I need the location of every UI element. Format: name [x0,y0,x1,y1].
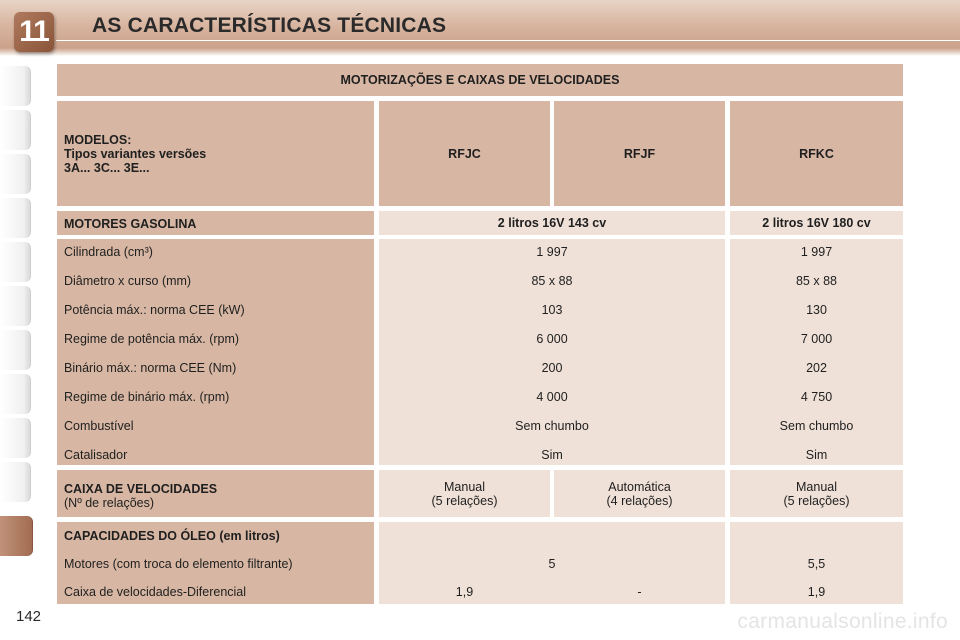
chapter-tab[interactable] [0,462,31,502]
spec-label: Binário máx.: norma CEE (Nm) [64,361,237,375]
gearbox-ratios: (4 relações) [606,493,673,508]
gearbox-rfjc [379,470,550,517]
chapter-tab[interactable] [0,242,31,282]
spec-value: 85 x 88 [531,274,573,288]
header-divider [56,40,960,41]
spec-label: Potência máx.: norma CEE (kW) [64,303,245,317]
gearbox-ratios: (5 relações) [783,493,850,508]
oil-gearbox-value: - [637,585,642,599]
table-caption: MOTORIZAÇÕES E CAIXAS DE VELOCIDADES [57,64,903,96]
spec-value: Sem chumbo [515,419,589,433]
watermark[interactable]: carmanualsonline.info [737,610,948,633]
chapter-tab[interactable] [0,154,31,194]
gearbox-label-cell [57,470,374,517]
chapter-tab[interactable] [0,418,31,458]
chapter-tab[interactable] [0,66,31,106]
spec-value: 85 x 88 [795,274,837,288]
engine-180: 2 litros 16V 180 cv [730,211,903,235]
engine-143: 2 litros 16V 143 cv [379,211,725,235]
spec-value: 202 [806,361,827,375]
spec-value: 4 750 [800,390,833,404]
gearbox-rfjf [554,470,725,517]
chapter-tab[interactable] [0,198,31,238]
oil-gearbox-value: 1,9 [807,585,826,599]
spec-value: 130 [806,303,827,317]
chapter-tab[interactable] [0,286,31,326]
spec-value: 1 997 [536,245,568,259]
spec-value: 200 [541,361,563,375]
model-rfjf: RFJF [554,101,725,206]
spec-label: Cilindrada (cm³) [64,245,153,259]
chapter-tab[interactable] [0,330,31,370]
chapter-tab[interactable] [0,374,31,414]
oil-engine-value: 5,5 [807,557,826,571]
spec-value: 6 000 [536,332,568,346]
models-label-line: 3A... 3C... 3E... [64,161,150,175]
chapter-tab-active[interactable] [0,516,33,556]
oil-engine-value: 5 [548,557,556,571]
spec-value: Sim [805,448,828,462]
chapter-tabs [0,66,34,576]
spec-label: Regime de potência máx. (rpm) [64,332,240,346]
gearbox-type: Manual [444,479,485,494]
spec-value: 103 [541,303,563,317]
oil-gearbox-label: Caixa de velocidades-Diferencial [64,585,247,599]
oil-gearbox-value: 1,9 [455,585,474,599]
spec-label: Regime de binário máx. (rpm) [64,390,230,404]
model-rfjc: RFJC [379,101,550,206]
gearbox-label: CAIXA DE VELOCIDADES [64,482,218,496]
spec-label: Diâmetro x curso (mm) [64,274,192,288]
spec-value: 1 997 [800,245,833,259]
gearbox-ratios: (5 relações) [431,493,498,508]
gearbox-type: Automática [608,479,671,494]
chapter-tab[interactable] [0,110,31,150]
spec-value: 4 000 [536,390,568,404]
gearbox-sublabel: (Nº de relações) [64,496,155,510]
spec-label: Catalisador [64,448,128,462]
chapter-badge: 11 [14,12,54,52]
models-label-line: MODELOS: [64,133,132,147]
models-label-cell [57,101,374,206]
gearbox-rfkc [730,470,903,517]
engines-label: MOTORES GASOLINA [57,211,374,235]
gearbox-type: Manual [796,479,837,494]
spec-value: Sim [541,448,563,462]
models-label-line: Tipos variantes versões [64,147,207,161]
oil-engine-label: Motores (com troca do elemento filtrante) [64,557,293,571]
model-rfkc: RFKC [730,101,903,206]
page-title: AS CARACTERÍSTICAS TÉCNICAS [92,14,447,37]
header-shade [0,48,960,56]
page-number: 142 [16,608,42,625]
spec-label: Combustível [64,419,134,433]
spec-value: 7 000 [800,332,833,346]
spec-value: Sem chumbo [779,419,854,433]
oil-heading: CAPACIDADES DO ÓLEO (em litros) [64,529,280,543]
